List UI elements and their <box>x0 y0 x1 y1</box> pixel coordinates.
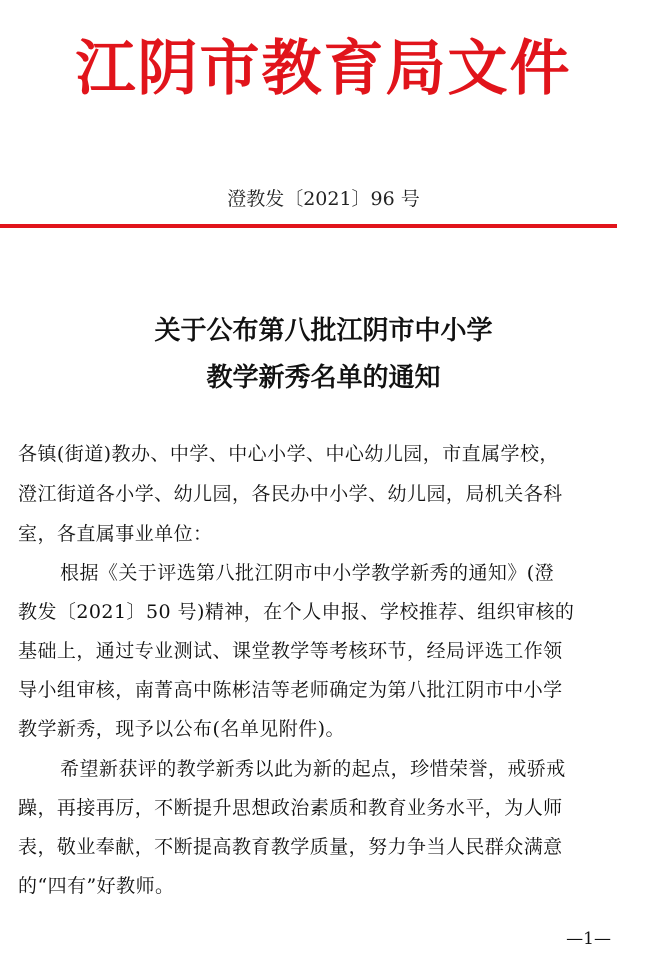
red-divider-rule <box>0 224 617 228</box>
paragraph-line: 根据《关于评选第八批江阴市中小学教学新秀的通知》(澄 <box>60 562 555 584</box>
notice-title-line-1: 关于公布第八批江阴市中小学 <box>154 316 493 346</box>
document-number: 澄教发〔2021〕96 号 <box>227 188 420 210</box>
addressee-line: 各镇(街道)教办、中学、中心小学、中心幼儿园，市直属学校， <box>18 443 559 465</box>
paragraph-line: 导小组审核，南菁高中陈彬洁等老师确定为第八批江阴市中小学 <box>18 679 563 701</box>
page-number: —1— <box>566 929 611 949</box>
notice-title-line-2: 教学新秀名单的通知 <box>206 363 441 393</box>
paragraph-line: 希望新获评的教学新秀以此为新的起点，珍惜荣誉，戒骄戒 <box>60 758 566 780</box>
addressee-line: 室，各直属事业单位： <box>18 523 213 545</box>
paragraph-line: 教学新秀，现予以公布(名单见附件)。 <box>18 718 345 740</box>
paragraph-line: 基础上，通过专业测试、课堂教学等考核环节，经局评选工作领 <box>18 640 563 662</box>
paragraph-line: 表，敬业奉献，不断提高教育教学质量，努力争当人民群众满意 <box>18 836 563 858</box>
paragraph-line: 躁，再接再厉，不断提升思想政治素质和教育业务水平，为人师 <box>18 797 563 819</box>
addressee-line: 澄江街道各小学、幼儿园，各民办中小学、幼儿园，局机关各科 <box>18 483 563 505</box>
paragraph-line: 的“四有”好教师。 <box>18 875 175 897</box>
paragraph-line: 教发〔2021〕50 号)精神，在个人申报、学校推荐、组织审核的 <box>18 601 575 623</box>
issuing-authority-title: 江阴市教育局文件 <box>75 34 572 104</box>
